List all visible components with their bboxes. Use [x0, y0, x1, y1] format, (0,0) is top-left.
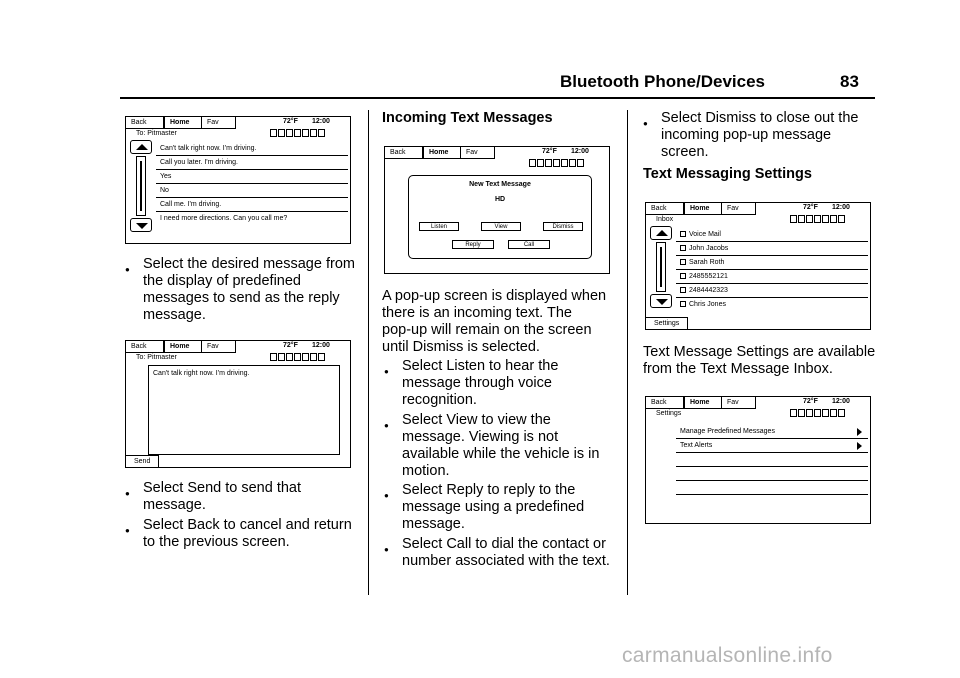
message-box — [148, 365, 340, 455]
column-rule-1 — [368, 110, 369, 595]
settings-button: Settings — [646, 317, 688, 329]
bullet-text: Select Call to dial the contact or number associated with the text. — [402, 536, 610, 569]
list-item: Can't talk right now. I'm driving. — [156, 142, 348, 156]
bullet-text: Select Dismiss to close out the incoming pop-up message screen. — [661, 110, 859, 160]
contact-icon — [680, 287, 686, 293]
fav-tab: Fav — [202, 117, 236, 129]
status-icons — [270, 129, 325, 137]
screen-inbox — [645, 202, 871, 330]
bullet-dot: ● — [125, 265, 130, 274]
status-icons — [790, 215, 845, 223]
list-item: Manage Predefined Messages — [676, 425, 868, 439]
contact-icon — [680, 231, 686, 237]
list-item: Sarah Roth — [676, 256, 868, 270]
scrollbar — [130, 140, 152, 232]
home-tab: Home — [684, 397, 722, 409]
clock: 12:00 — [571, 148, 589, 155]
listen-button: Listen — [419, 222, 459, 231]
list-item: No — [156, 184, 348, 198]
bullet-text: Select Reply to reply to the message using a predefined message. — [402, 482, 585, 532]
scroll-up-icon — [650, 226, 672, 240]
contact-icon — [680, 301, 686, 307]
screen-send-message — [125, 340, 351, 468]
home-tab: Home — [423, 147, 461, 159]
scroll-down-icon — [650, 294, 672, 308]
message-text: Can't talk right now. I'm driving. — [153, 370, 250, 377]
clock: 12:00 — [832, 398, 850, 405]
bullet-dot: ● — [384, 421, 389, 430]
contact-icon — [680, 245, 686, 251]
list-item: John Jacobs — [676, 242, 868, 256]
back-tab: Back — [646, 203, 684, 215]
popup-message: HD — [494, 196, 506, 203]
reply-button: Reply — [452, 240, 494, 249]
list-item — [676, 495, 868, 509]
inbox-label: Inbox — [656, 216, 674, 223]
view-button: View — [481, 222, 521, 231]
list-item: Voice Mail — [676, 228, 868, 242]
list-item: Yes — [156, 170, 348, 184]
clock: 12:00 — [312, 342, 330, 349]
temperature: 72°F — [283, 342, 298, 349]
send-button: Send — [126, 455, 159, 467]
contact-icon — [680, 273, 686, 279]
bullet-dot: ● — [125, 489, 130, 498]
bullet-text: Select View to view the message. Viewing is not available while the vehicle is in motion. — [402, 412, 600, 479]
back-tab: Back — [646, 397, 684, 409]
contact-icon — [680, 259, 686, 265]
fav-tab: Fav — [722, 397, 756, 409]
call-button: Call — [508, 240, 550, 249]
col3-paragraph: Text Message Settings are available from the Text Message Inbox. — [643, 344, 876, 377]
col2-paragraph: A pop-up screen is displayed when there is an incoming text. The pop-up will remain on the screen until Dismiss is selected. — [382, 288, 607, 355]
list-item — [676, 453, 868, 467]
screen-incoming-popup — [384, 146, 610, 274]
temperature: 72°F — [803, 398, 818, 405]
back-tab: Back — [126, 341, 164, 353]
fav-tab: Fav — [461, 147, 495, 159]
scrollbar — [650, 226, 672, 308]
settings-label: Settings — [656, 410, 682, 417]
message-list — [156, 142, 348, 226]
list-item — [676, 467, 868, 481]
status-icons — [790, 409, 845, 417]
clock: 12:00 — [312, 118, 330, 125]
list-item — [676, 481, 868, 495]
watermark: carmanualsonline.info — [622, 644, 833, 667]
home-tab: Home — [164, 117, 202, 129]
to-label: To: Pitmaster — [136, 130, 177, 137]
settings-list — [676, 425, 868, 509]
list-item: Chris Jones — [676, 298, 868, 312]
column-rule-2 — [627, 110, 628, 595]
to-label: To: Pitmaster — [136, 354, 177, 361]
home-tab: Home — [684, 203, 722, 215]
heading-incoming-text: Incoming Text Messages — [382, 110, 553, 126]
screen-settings — [645, 396, 871, 524]
temperature: 72°F — [803, 204, 818, 211]
page-number: 83 — [840, 72, 859, 91]
header-rule — [120, 97, 875, 99]
bullet-dot: ● — [384, 545, 389, 554]
fav-tab: Fav — [722, 203, 756, 215]
screen-predefined-messages — [125, 116, 351, 244]
dismiss-button: Dismiss — [543, 222, 583, 231]
fav-tab: Fav — [202, 341, 236, 353]
temperature: 72°F — [542, 148, 557, 155]
list-item: Text Alerts — [676, 439, 868, 453]
home-tab: Home — [164, 341, 202, 353]
list-item: 2484442323 — [676, 284, 868, 298]
chevron-right-icon — [857, 428, 862, 436]
bullet-dot: ● — [384, 367, 389, 376]
bullet-text: Select Back to cancel and return to the previous screen. — [143, 517, 352, 550]
scroll-down-icon — [130, 218, 152, 232]
clock: 12:00 — [832, 204, 850, 211]
new-text-popup — [408, 175, 592, 259]
chevron-right-icon — [857, 442, 862, 450]
heading-text-settings: Text Messaging Settings — [643, 166, 812, 182]
back-tab: Back — [126, 117, 164, 129]
temperature: 72°F — [283, 118, 298, 125]
bullet-text: Select the desired message from the display of predefined messages to send as the reply message. — [143, 256, 355, 323]
back-tab: Back — [385, 147, 423, 159]
inbox-list — [676, 228, 868, 312]
page-header-title: Bluetooth Phone/Devices — [560, 72, 765, 91]
list-item: Call you later. I'm driving. — [156, 156, 348, 170]
bullet-text: Select Send to send that message. — [143, 480, 301, 513]
list-item: I need more directions. Can you call me? — [160, 215, 288, 222]
list-item: Call me. I'm driving. — [156, 198, 348, 212]
list-item: 2485552121 — [676, 270, 868, 284]
bullet-text: Select Listen to hear the message through voice recognition. — [402, 358, 559, 408]
status-icons — [270, 353, 325, 361]
popup-title: New Text Message — [469, 181, 531, 188]
bullet-dot: ● — [384, 491, 389, 500]
status-icons — [529, 159, 584, 167]
bullet-dot: ● — [125, 526, 130, 535]
scroll-up-icon — [130, 140, 152, 154]
bullet-dot: ● — [643, 119, 648, 128]
